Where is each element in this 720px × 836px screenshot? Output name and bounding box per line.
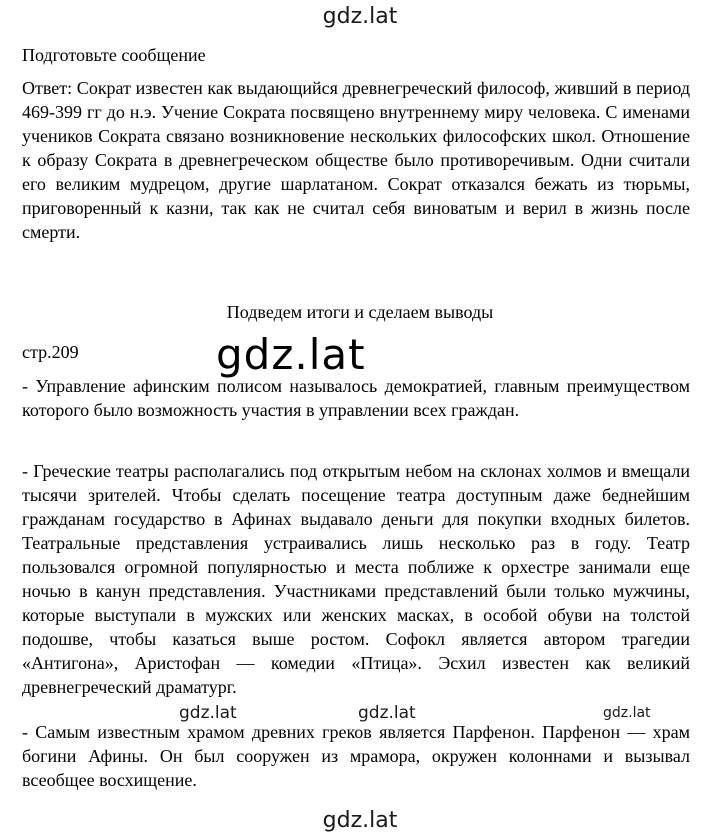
watermark-large: gdz.lat (216, 330, 366, 379)
watermark-small-1: gdz.lat (179, 703, 237, 723)
bullet-paragraph-1: - Управление афинским полисом называлось демократией, главным преимуществом которого было возможность участия в управлении всех граждан. (22, 376, 690, 420)
page-reference: стр.209 (22, 342, 79, 362)
section-heading: Подведем итоги и сделаем выводы (226, 302, 494, 322)
task-heading: Подготовьте сообщение (22, 45, 206, 65)
bullet-paragraph-3: - Самым известным храмом древних греков является Парфенон. Парфенон — храм богини Афины. Он был сооружен из мрамора, окружен колоннами и вызывал всеобщее восхищение. (22, 722, 690, 790)
watermark-top: gdz.lat (322, 4, 398, 29)
answer-paragraph: Ответ: Сократ известен как выдающийся древнегреческий философ, живший в период 469-399 гг до н.э. Учение Сократа посвящено внутреннему миру человека. С именами учеников Сократа связано возникновение нескольких философских школ. Отношение к образу Сократа в древнегреческом обществе было противоречивым. Одни считали его великим мудрецом, другие шарлатаном. Сократ отказался бежать из тюрьмы, приговоренный к казни, так как не считал себя виноватым и верил в жизнь после смерти. (22, 78, 690, 242)
watermark-bottom: gdz.lat (322, 808, 398, 833)
watermark-small-2: gdz.lat (358, 703, 416, 723)
bullet-paragraph-2: - Греческие театры располагались под открытым небом на склонах холмов и вмещали тысячи зрителей. Чтобы сделать посещение театра доступным даже беднейшим гражданам государство в Афинах выдавало деньги для покупки входных билетов. Театральные представления устраивались лишь несколько раз в году. Театр пользовался огромной популярностью и места поближе к орхестре занимали еще ночью в канун представления. Участниками представлений были только мужчины, которые выступали в мужских или женских масках, в особой обуви на толстой подошве, чтобы казаться выше ростом. Софокл является автором трагедии «Антигона», Аристофан — комедии «Птица». Эсхил известен как великий древнегреческий драматург. (22, 461, 690, 697)
watermark-small-3: gdz.lat (603, 705, 651, 721)
